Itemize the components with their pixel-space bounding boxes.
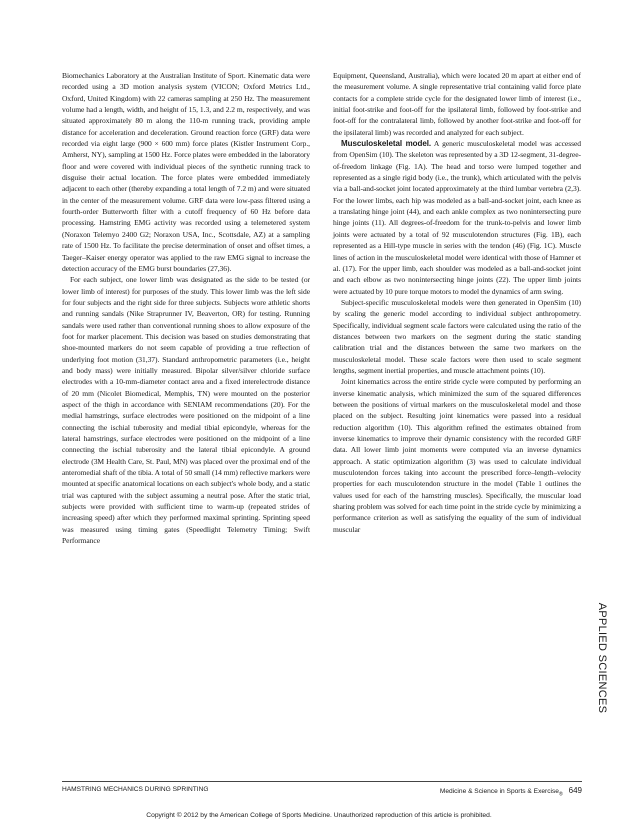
journal-footer	[440, 786, 582, 797]
section-side-tab	[592, 560, 612, 756]
copyright-notice: Copyright © 2012 by the American College of Sports Medicine. Unauthorized reproduction of this article is prohibited.	[146, 812, 492, 819]
running-title: HAMSTRING MECHANICS DURING SPRINTING	[62, 786, 209, 793]
body-paragraph: Subject-specific musculoskeletal models were then generated in OpenSim (10) by scaling the generic model according to individual subject anthropometry. Specifically, individual segment scale factors were calculated using the ratio of the distances between two markers on the segment during the static standing calibration trial and the distances between the same two markers on the musculoskeletal model. These scale factors were then used to scale segment lengths, segment inertial properties, and muscle attachment points (10).	[333, 297, 581, 375]
body-paragraph: Equipment, Queensland, Australia), which were located 20 m apart at either end of the measurement volume. A single representative trial containing valid force plate contacts for a complete stride cycle for the designated lower limb of interest (i.e., initial foot-strike and foot-off for the ipsilateral limb, followed by foot-strike and foot-off for the contralateral limb, followed by another foot-strike and foot-off for the ipsilateral limb) was recorded and analyzed for each subject.	[333, 71, 581, 137]
body-paragraph: Joint kinematics across the entire stride cycle were computed by performing an inverse kinematic analysis, which minimized the sum of the squared differences between the positions of virtual markers on the musculoskeletal model and those placed on the subject. Resulting joint kinematics were passed into a residual reduction algorithm (10). This algorithm refined the estimates obtained from inverse kinematics to improve their dynamic consistency with the recorded GRF data. All lower limb joint moments were computed via an inverse dynamics approach. A static optimization algorithm (3) was used to calculate individual musculotendon forces taking into account the prescribed force–length–velocity properties for each musculotendon structure in the model (Table 1 outlines the values used for each of the hamstring muscles). Specifically, the muscular load sharing problem was solved for each time point in the stride cycle by minimizing a performance criterion as well as satisfying the equality of the sum of individual muscular	[333, 377, 581, 534]
registered-mark: ®	[558, 791, 563, 798]
journal-name: Medicine & Science in Sports & Exercise	[439, 788, 559, 795]
paragraph-text: A generic musculoskeletal model was accessed from OpenSim (10). The skeleton was represented by a 3D 12-segment, 31-degree-of-freedom linkage (Fig. 1A). The head and torso were lumped together and represented as a single rigid body (i.e., the trunk), which articulated with the pelvis via a ball-and-socket joint located approximately at the third lumbar vertebra (2,3). For the lower limbs, each hip was modeled as a ball-and-socket joint, each knee as a translating hinge joint (44), and each ankle complex as two nonintersecting pure hinge joints (11). All degrees-of-freedom for the trunk-to-pelvis and lower limb joints were actuated by a total of 92 musculotendon structures (Fig. 1B), each represented as a Hill-type muscle in series with the tendon (46) (Fig. 1C). Muscle lines of action in the musculoskeletal model were identical with those of Hamner et al. (17). For the upper limb, each shoulder was modeled as a ball-and-socket joint and each elbow as two nonintersecting hinge joints (22). The upper limb joints were actuated by 10 pure torque motors to model the dynamics of arm swing.	[333, 139, 581, 296]
right-text-column	[333, 70, 581, 535]
body-paragraph	[333, 138, 581, 297]
body-paragraph: For each subject, one lower limb was designated as the side to be tested (or lower limb of interest) for purposes of the study. This lower limb was the left side for four subjects and the right side for three subjects. Subjects wore athletic shorts and running sandals (Nike Straprunner IV, Beaverton, OR) for testing. Running sandals were used rather than conventional running shoes to allow exposure of the foot for marker placement. This decision was based on studies demonstrating that shoe-mounted markers do not seem capable of providing a true reflection of underlying foot motion (31,37). Standard anthropometric parameters (i.e., height and body mass) were initially measured. Bipolar silver/silver chloride surface electrodes with a 10-mm-diameter contact area and a fixed interelectrode distance of 20 mm (Nicolet Biomedical, Memphis, TN) were mounted on the posterior aspect of the thigh in accordance with SENIAM recommendations (20). For the medial hamstrings, surface electrodes were positioned on the midpoint of a line connecting the ischial tuberosity and medial tibial epicondyle, whereas for the lateral hamstrings, surface electrodes were positioned on the midpoint of a line connecting the ischial tuberosity and the lateral tibial epicondyle. A ground electrode (3M Health Care, St. Paul, MN) was placed over the proximal end of the anteromedial shaft of the tibia. A total of 50 small (14 mm) reflective markers were mounted at specific anatomical locations on each subject's whole body, and a static trial was captured with the subject assuming a neutral pose. After the static trial, subjects were provided with sufficient time to warm-up (repeated strides of increasing speed) after which they performed maximal sprinting. Sprinting speed was measured using timing gates (Speedlight Telemetry Timing; Swift Performance	[62, 275, 310, 546]
footer-rule	[62, 781, 582, 782]
side-tab-label: APPLIED SCIENCES	[596, 602, 608, 714]
page-number: 649	[568, 786, 582, 795]
body-paragraph: Biomechanics Laboratory at the Australian Institute of Sport. Kinematic data were recorded using a 3D motion analysis system (VICON; Oxford Metrics Ltd., Oxford, United Kingdom) with 22 cameras sampling at 250 Hz. The measurement volume had a length, width, and height of 15, 1.3, and 2.2 m, respectively, and was situated approximately 80 m along the 110-m running track, providing ample distance for acceleration and deceleration. Ground reaction force (GRF) data were recorded via eight large (900 × 600 mm) force plates (Kistler Instrument Corp., Amherst, NY), sampling at 1500 Hz. Force plates were embedded in the laboratory floor and were covered with individual pieces of the synthetic running track to disguise their actual location. The force plates were embedded immediately adjacent to each other (thereby expanding a total length of 7.2 m) and were situated in the center of the measurement volume. GRF data were low-pass filtered using a fourth-order Butterworth filter with a cutoff frequency of 60 Hz before data processing. Hamstring EMG activity was recorded using a telemetered system (Noraxon Telemyo 2400 G2; Noraxon USA, Inc., Scottsdale, AZ) at a sampling rate of 1500 Hz. To facilitate the precise determination of onset and offset times, a Taeger–Kaiser energy operator was applied to the raw EMG signal to increase the detection accuracy of the EMG burst boundaries (27,36).	[62, 71, 310, 273]
section-run-in-heading: Musculoskeletal model.	[341, 139, 432, 149]
left-text-column	[62, 70, 310, 546]
